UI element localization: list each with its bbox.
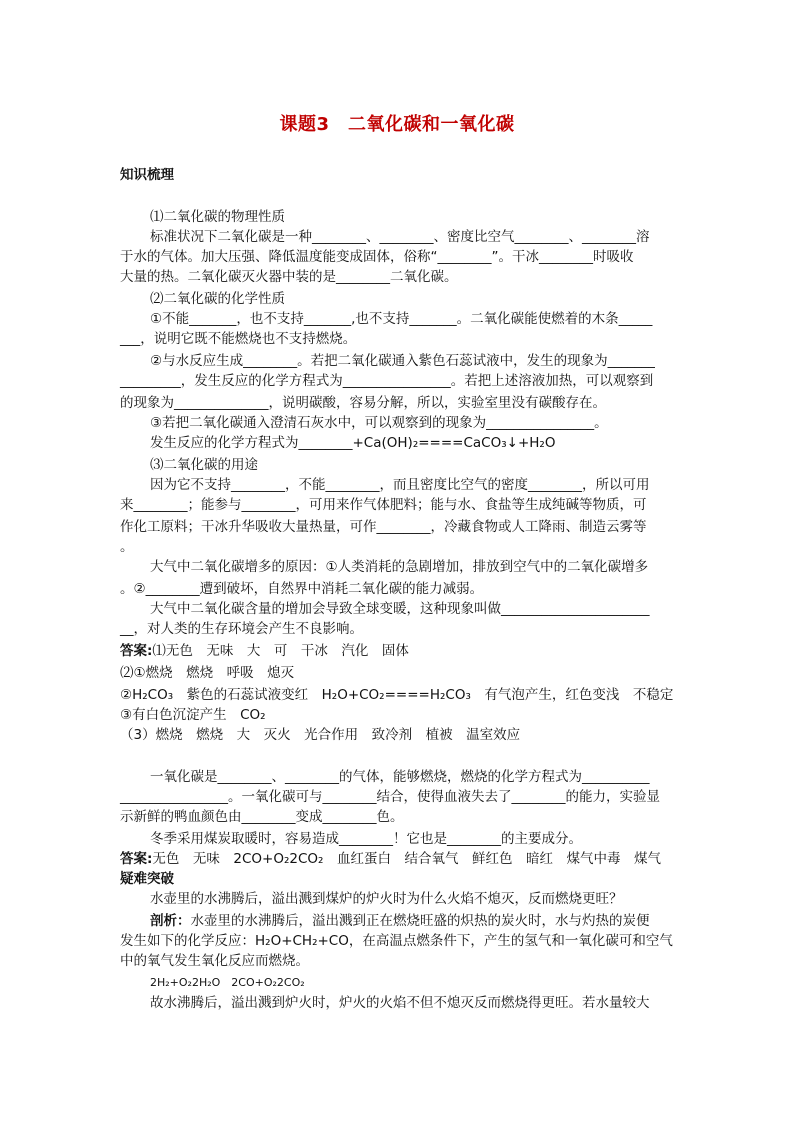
text-line: 因为它不支持________，不能________，而且密度比空气的密度________，所以可用	[150, 477, 650, 493]
text-line: 冬季采用煤炭取暖时，容易造成________！它也是________的主要成分。	[150, 831, 582, 847]
text-line: ⑵二氧化碳的化学性质	[150, 291, 285, 307]
text-line: 大量的热。二氧化碳灭火器中装的是________二氧化碳。	[120, 269, 458, 285]
analysis-line	[150, 912, 650, 930]
text-line: ②与水反应生成________。若把二氧化碳通入紫色石蕊试液中，发生的现象为_______	[150, 353, 655, 369]
answer-text: ⑵①燃烧 燃烧 呼吸 熄灭	[120, 665, 295, 681]
text-line: __，对人类的生存环境会产生不良影响。	[120, 621, 363, 637]
text-line: 作化工原料；干冰升华吸收大量热量，可作________，冷藏食物或人工降雨、制造云雾等	[120, 519, 647, 535]
text-line: 大气中二氧化碳增多的原因：①人类消耗的急剧增加，排放到空气中的二氧化碳增多	[150, 559, 649, 575]
analysis-text: 水壶里的水沸腾后，溢出溅到正在燃烧旺盛的炽热的炭火时，水与灼热的炭便	[190, 913, 650, 929]
text-line: ①不能_______，也不支持_______,也不支持_______。二氧化碳能使燃着的木条_____	[150, 311, 653, 327]
section-heading-difficulty: 疑难突破	[120, 871, 174, 887]
text-line: 来________；能参与________，可用来作气体肥料；能与水、食盐等生成纯碱等物质，可	[120, 497, 647, 513]
text-line: 示新鲜的鸭血颜色由________变成________色。	[120, 809, 404, 825]
text-line: 中的氧气发生氧化反应而燃烧。	[120, 953, 309, 969]
text-line: 一氧化碳是________、________的气体，能够燃烧，燃烧的化学方程式为__________	[150, 769, 650, 785]
answer-text: ⑴无色 无味 大 可 干冰 汽化 固体	[152, 643, 409, 659]
text-line: ⑴二氧化碳的物理性质	[150, 209, 285, 225]
text-line: 标准状况下二氧化碳是一种________、________、密度比空气________、________溶	[150, 229, 650, 245]
answer-text: （3）燃烧 燃烧 大 灭火 光合作用 致冷剂 植被 温室效应	[120, 727, 521, 743]
text-line: ⑶二氧化碳的用途	[150, 457, 258, 473]
answer-label: 答案:	[120, 851, 153, 867]
section-heading-knowledge: 知识梳理	[120, 167, 174, 183]
text-line: 大气中二氧化碳含量的增加会导致全球变暖，这种现象叫做______________________	[150, 601, 650, 617]
answer-text: ③有白色沉淀产生 CO₂	[120, 707, 266, 723]
text-line: 于水的气体。加大压强、降低温度能变成固体，俗称“________”。干冰________时吸收	[120, 249, 634, 265]
equation-line: 2H₂+O₂2H₂O 2CO+O₂2CO₂	[150, 976, 305, 989]
text-line: 故水沸腾后，溢出溅到炉火时，炉火的火焰不但不熄灭反而燃烧得更旺。若水量较大	[150, 995, 650, 1011]
text-line: 发生如下的化学反应：H₂O+CH₂+CO，在高温点燃条件下，产生的氢气和一氧化碳可和空气	[120, 933, 673, 949]
text-line: 。	[120, 539, 134, 555]
question-text: 水壶里的水沸腾后，溢出溅到煤炉的炉火时为什么火焰不熄灭，反而燃烧更旺？	[150, 891, 623, 907]
answer-label: 答案:	[120, 643, 153, 659]
text-line: _________，发生反应的化学方程式为________________。若把上述溶液加热，可以观察到	[120, 373, 654, 389]
answer-block-2	[120, 850, 661, 868]
answer-text: 无色 无味 2CO+O₂2CO₂ 血红蛋白 结合氧气 鲜红色 暗红 煤气中毒 煤气	[152, 851, 661, 867]
analysis-label: 剖析：	[150, 913, 191, 929]
text-line: ________________。一氧化碳可与________结合，使得血液失去了________的能力，实验显	[120, 789, 660, 805]
text-line: ③若把二氧化碳通入澄清石灰水中，可以观察到的现象为________________。	[150, 415, 608, 431]
text-line: ___，说明它既不能燃烧也不支持燃烧。	[120, 331, 357, 347]
page-title: 课题3 二氧化碳和一氧化碳	[279, 114, 515, 135]
text-line: 发生反应的化学方程式为________+Ca(OH)₂====CaCO₃↓+H₂O	[150, 435, 556, 451]
answer-block-1	[120, 642, 409, 660]
text-line: 。②________遭到破坏，自然界中消耗二氧化碳的能力减弱。	[120, 581, 484, 597]
answer-text: ②H₂CO₃ 紫色的石蕊试液变红 H₂O+CO₂====H₂CO₃ 有气泡产生，红色变浅 不稳定	[120, 687, 674, 703]
text-line: 的现象为______________，说明碳酸，容易分解，所以，实验室里没有碳酸存在。	[120, 395, 606, 411]
